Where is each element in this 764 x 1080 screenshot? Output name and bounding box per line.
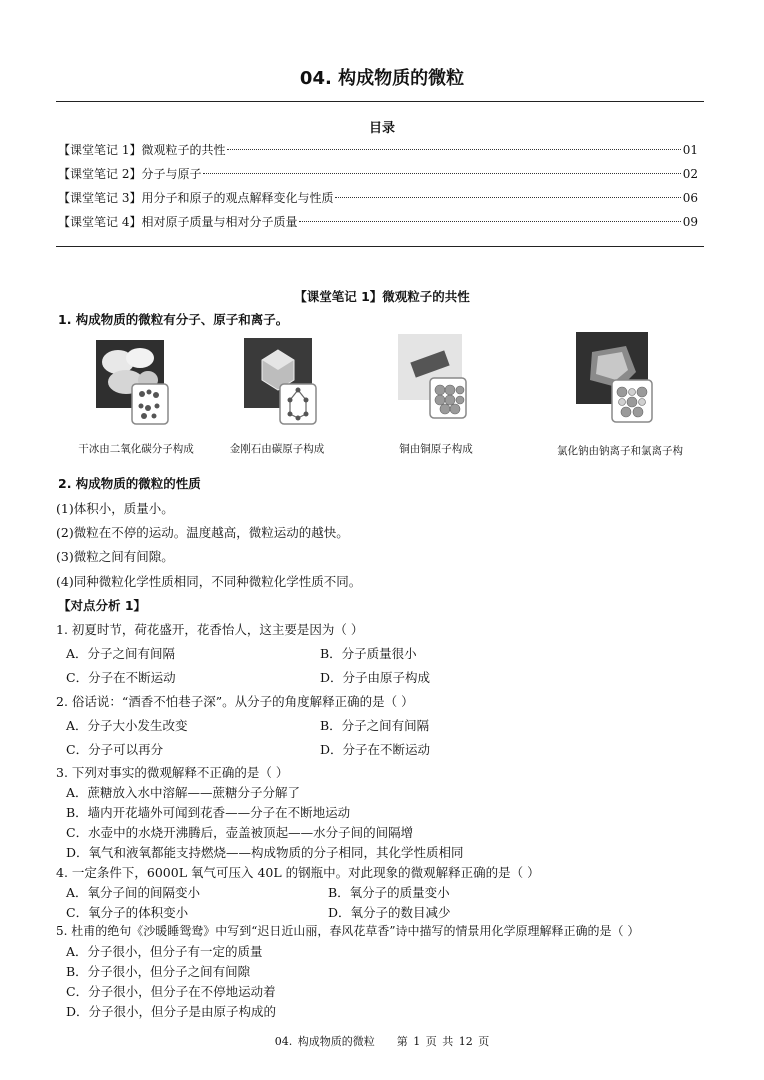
toc-title: 目录 [368, 121, 395, 136]
toc-item-page: 06 [682, 191, 698, 205]
section-title: 【课堂笔记 1】微观粒子的共性 [294, 289, 470, 304]
toc-item-label: 【课堂笔记 1】微观粒子的共性 [58, 143, 226, 157]
question-option[interactable]: D．分子由原子构成 [320, 670, 431, 685]
toc-item[interactable] [58, 189, 698, 209]
diamond-figure [244, 338, 320, 428]
toc-leader [227, 149, 680, 150]
question-stem: 5. 杜甫的绝句《沙暖睡鸳鸯》中写到“迟日近山丽，春风花草香”诗中描写的情景用化学原理解释正确的是（ ） [56, 924, 640, 938]
figure-caption: 干冰由二氧化碳分子构成 [78, 443, 194, 455]
question-option[interactable]: B．分子之间有间隔 [320, 718, 430, 733]
question-option[interactable]: B．分子很小，但分子之间有间隙 [66, 964, 251, 979]
analysis-heading: 【对点分析 1】 [58, 598, 147, 613]
question-option[interactable]: C．分子在不断运动 [66, 670, 176, 685]
toc-item-page: 02 [682, 167, 698, 181]
question-option[interactable]: A．分子很小，但分子有一定的质量 [66, 944, 263, 959]
question-option[interactable]: B．分子质量很小 [320, 646, 417, 661]
toc-item-label: 【课堂笔记 2】分子与原子 [58, 167, 202, 181]
question-option[interactable]: A．分子之间有间隔 [66, 646, 176, 661]
question-stem: 3. 下列对事实的微观解释不正确的是（ ） [56, 765, 289, 780]
dry-ice-figure [96, 340, 170, 428]
top-rule [56, 101, 704, 102]
question-option[interactable]: D．氧气和液氧都能支持燃烧——构成物质的分子相同，其化学性质相同 [66, 845, 464, 860]
property-line: (3)微粒之间有间隙。 [56, 549, 174, 564]
figure-caption: 金刚石由碳原子构成 [229, 443, 325, 455]
question-option[interactable]: B．墙内开花墙外可闻到花香——分子在不断地运动 [66, 805, 351, 820]
point-heading: 1. 构成物质的微粒有分子、原子和离子。 [58, 312, 289, 327]
question-option[interactable]: A．分子大小发生改变 [66, 718, 188, 733]
question-stem: 4. 一定条件下，6000L 氧气可压入 40L 的钢瓶中。对此现象的微观解释正确的是（ ） [56, 865, 540, 880]
question-option[interactable]: D．分子很小，但分子是由原子构成的 [66, 1004, 277, 1019]
figure-caption: 铜由铜原子构成 [399, 443, 473, 455]
toc-item[interactable] [58, 213, 698, 233]
question-stem: 1. 初夏时节，荷花盛开，花香怡人，这主要是因为（ ） [56, 622, 364, 637]
toc-item[interactable] [58, 141, 698, 161]
question-option[interactable]: C．水壶中的水烧开沸腾后，壶盖被顶起——水分子间的间隔增 [66, 825, 414, 840]
question-option[interactable]: C．氧分子的体积变小 [66, 905, 189, 920]
toc-item-label: 【课堂笔记 3】用分子和原子的观点解释变化与性质 [58, 191, 334, 205]
copper-figure [398, 334, 470, 424]
toc-leader [335, 197, 680, 198]
toc-item-label: 【课堂笔记 4】相对原子质量与相对分子质量 [58, 215, 298, 229]
toc-item-page: 01 [682, 143, 698, 157]
question-option[interactable]: D．分子在不断运动 [320, 742, 431, 757]
toc-leader [299, 221, 680, 222]
question-option[interactable]: C．分子可以再分 [66, 742, 164, 757]
question-option[interactable]: D．氧分子的数目减少 [328, 905, 451, 920]
toc-leader [203, 173, 680, 174]
question-option[interactable]: A．蔗糖放入水中溶解——蔗糖分子分解了 [66, 785, 301, 800]
toc-item[interactable] [58, 165, 698, 185]
question-option[interactable]: B．氧分子的质量变小 [328, 885, 450, 900]
document-title: 04. 构成物质的微粒 [299, 68, 465, 89]
property-line: (2)微粒在不停的运动。温度越高，微粒运动的越快。 [56, 525, 349, 540]
question-option[interactable]: A．氧分子间的间隔变小 [66, 885, 201, 900]
property-line: (1)体积小，质量小。 [56, 501, 174, 516]
toc-item-page: 09 [682, 215, 698, 229]
question-option[interactable]: C．分子很小，但分子在不停地运动着 [66, 984, 276, 999]
property-line: (4)同种微粒化学性质相同，不同种微粒化学性质不同。 [56, 574, 362, 589]
point-heading: 2. 构成物质的微粒的性质 [58, 476, 201, 491]
figure-caption: 氯化钠由钠离子和氯离子构 [557, 445, 683, 457]
question-stem: 2. 俗话说：“酒香不怕巷子深”。从分子的角度解释正确的是（ ） [56, 694, 414, 709]
sodium-chloride-figure [576, 332, 656, 426]
toc-bottom-rule [56, 246, 704, 247]
page-footer: 04. 构成物质的微粒 第 1 页 共 12 页 [274, 1035, 490, 1048]
